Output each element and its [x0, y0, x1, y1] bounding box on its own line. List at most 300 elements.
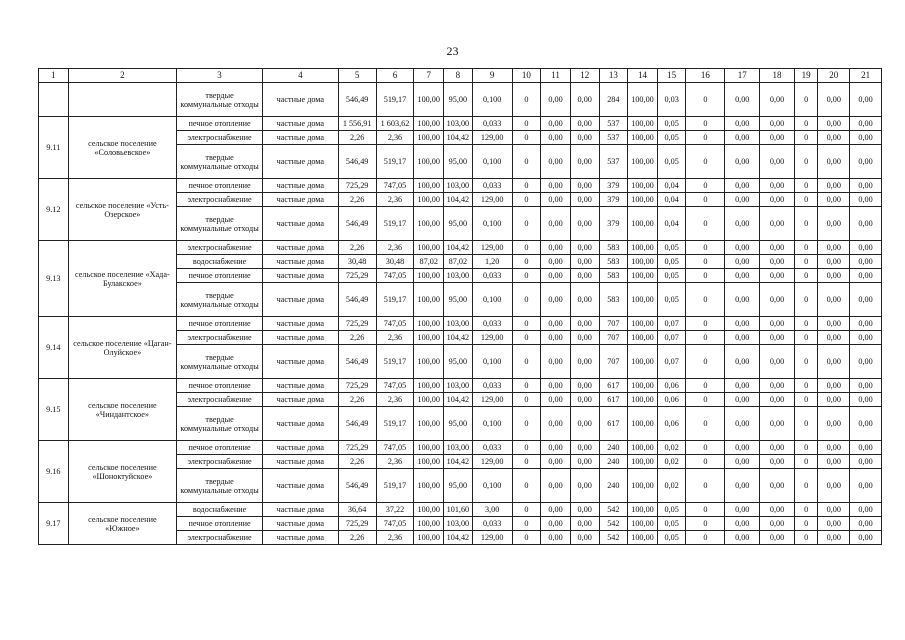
value-cell: 2,26 — [338, 455, 376, 469]
value-cell: 0 — [686, 441, 725, 455]
value-cell: 0,00 — [818, 469, 850, 503]
settlement-name-cell: сельское поселение «Соловьевское» — [68, 117, 176, 179]
value-cell: 104,42 — [444, 531, 473, 545]
value-cell: 100,00 — [414, 145, 444, 179]
table-row — [39, 117, 882, 131]
value-cell: 0,00 — [570, 179, 599, 193]
value-cell: 100,00 — [414, 455, 444, 469]
table-body — [39, 69, 882, 545]
value-cell: 0,00 — [850, 317, 882, 331]
value-cell: 0,033 — [472, 179, 512, 193]
housing-type-cell: частные дома — [263, 207, 339, 241]
value-cell: 0,00 — [760, 517, 795, 531]
housing-type-cell: частные дома — [263, 503, 339, 517]
housing-type-cell: частные дома — [263, 517, 339, 531]
value-cell: 0,00 — [850, 503, 882, 517]
value-cell: 0 — [794, 179, 818, 193]
value-cell: 100,00 — [414, 441, 444, 455]
value-cell: 617 — [599, 393, 628, 407]
value-cell: 0 — [794, 241, 818, 255]
value-cell: 101,60 — [444, 503, 473, 517]
value-cell: 0,00 — [541, 283, 571, 317]
value-cell: 0 — [512, 255, 541, 269]
value-cell: 0,00 — [541, 503, 571, 517]
value-cell: 100,00 — [414, 83, 444, 117]
value-cell: 2,36 — [376, 531, 414, 545]
column-header: 21 — [850, 69, 882, 83]
value-cell: 546,49 — [338, 345, 376, 379]
value-cell: 0,00 — [850, 469, 882, 503]
value-cell: 30,48 — [338, 255, 376, 269]
value-cell: 30,48 — [376, 255, 414, 269]
value-cell: 0,04 — [657, 193, 686, 207]
value-cell: 240 — [599, 441, 628, 455]
column-header: 7 — [414, 69, 444, 83]
value-cell: 0,00 — [725, 179, 760, 193]
value-cell: 0,00 — [570, 331, 599, 345]
value-cell: 0 — [512, 131, 541, 145]
value-cell: 0,00 — [725, 379, 760, 393]
value-cell: 0 — [686, 83, 725, 117]
value-cell: 100,00 — [414, 269, 444, 283]
value-cell: 0,033 — [472, 317, 512, 331]
value-cell: 0,00 — [570, 503, 599, 517]
value-cell: 546,49 — [338, 207, 376, 241]
value-cell: 725,29 — [338, 517, 376, 531]
value-cell: 100,00 — [414, 469, 444, 503]
supply-type-cell: твердые коммунальные отходы — [177, 145, 263, 179]
value-cell: 0,00 — [818, 393, 850, 407]
supply-type-cell: электроснабжение — [177, 193, 263, 207]
value-cell: 0,00 — [570, 379, 599, 393]
supply-type-cell: электроснабжение — [177, 131, 263, 145]
value-cell: 379 — [599, 179, 628, 193]
value-cell: 0,100 — [472, 283, 512, 317]
value-cell: 0,00 — [818, 455, 850, 469]
supply-type-cell: твердые коммунальные отходы — [177, 407, 263, 441]
column-header: 15 — [657, 69, 686, 83]
value-cell: 0,00 — [818, 269, 850, 283]
value-cell: 0 — [512, 117, 541, 131]
row-number-cell: 9.11 — [39, 117, 69, 179]
value-cell: 0,00 — [570, 317, 599, 331]
value-cell: 519,17 — [376, 283, 414, 317]
value-cell: 0,00 — [760, 469, 795, 503]
housing-type-cell: частные дома — [263, 283, 339, 317]
value-cell: 0,00 — [541, 441, 571, 455]
value-cell: 87,02 — [444, 255, 473, 269]
value-cell: 0,00 — [818, 145, 850, 179]
value-cell: 2,36 — [376, 331, 414, 345]
value-cell: 725,29 — [338, 269, 376, 283]
value-cell: 0,00 — [725, 441, 760, 455]
value-cell: 0,00 — [541, 241, 571, 255]
value-cell: 0 — [794, 393, 818, 407]
supply-type-cell: водоснабжение — [177, 503, 263, 517]
supply-type-cell: твердые коммунальные отходы — [177, 283, 263, 317]
value-cell: 0,00 — [725, 517, 760, 531]
value-cell: 104,42 — [444, 131, 473, 145]
value-cell: 240 — [599, 469, 628, 503]
value-cell: 100,00 — [628, 269, 658, 283]
value-cell: 0,00 — [760, 407, 795, 441]
supply-type-cell: электроснабжение — [177, 241, 263, 255]
value-cell: 0 — [512, 531, 541, 545]
value-cell: 0 — [794, 255, 818, 269]
value-cell: 0,00 — [541, 393, 571, 407]
value-cell: 0,00 — [850, 345, 882, 379]
value-cell: 0,00 — [818, 517, 850, 531]
table-row — [39, 441, 882, 455]
value-cell: 2,26 — [338, 131, 376, 145]
value-cell: 0,100 — [472, 83, 512, 117]
settlement-name-cell: сельское поселение «Южное» — [68, 503, 176, 545]
column-header: 14 — [628, 69, 658, 83]
value-cell: 0,00 — [725, 455, 760, 469]
value-cell: 0 — [794, 145, 818, 179]
value-cell: 0,00 — [541, 517, 571, 531]
value-cell: 100,00 — [628, 345, 658, 379]
value-cell: 519,17 — [376, 207, 414, 241]
value-cell: 0,00 — [760, 503, 795, 517]
housing-type-cell: частные дома — [263, 331, 339, 345]
value-cell: 2,36 — [376, 455, 414, 469]
value-cell: 100,00 — [628, 379, 658, 393]
supply-type-cell: твердые коммунальные отходы — [177, 207, 263, 241]
supply-type-cell: печное отопление — [177, 441, 263, 455]
value-cell: 0,100 — [472, 469, 512, 503]
supply-type-cell: печное отопление — [177, 269, 263, 283]
column-header: 17 — [725, 69, 760, 83]
housing-type-cell: частные дома — [263, 269, 339, 283]
value-cell: 0,00 — [725, 255, 760, 269]
row-number-cell: 9.12 — [39, 179, 69, 241]
value-cell: 0,00 — [850, 441, 882, 455]
value-cell: 0,00 — [570, 469, 599, 503]
value-cell: 542 — [599, 517, 628, 531]
value-cell: 0 — [686, 345, 725, 379]
housing-type-cell: частные дома — [263, 317, 339, 331]
settlement-name-cell — [68, 83, 176, 117]
value-cell: 0,00 — [541, 379, 571, 393]
value-cell: 0,07 — [657, 345, 686, 379]
value-cell: 519,17 — [376, 145, 414, 179]
value-cell: 0,05 — [657, 531, 686, 545]
value-cell: 129,00 — [472, 131, 512, 145]
value-cell: 0,00 — [818, 179, 850, 193]
value-cell: 0,00 — [541, 331, 571, 345]
value-cell: 0 — [794, 517, 818, 531]
value-cell: 0,00 — [850, 179, 882, 193]
value-cell: 583 — [599, 255, 628, 269]
value-cell: 0,00 — [760, 179, 795, 193]
value-cell: 0,100 — [472, 407, 512, 441]
value-cell: 0,00 — [818, 117, 850, 131]
value-cell: 537 — [599, 117, 628, 131]
value-cell: 0,00 — [818, 255, 850, 269]
table-row — [39, 241, 882, 255]
value-cell: 104,42 — [444, 193, 473, 207]
value-cell: 0 — [794, 331, 818, 345]
value-cell: 103,00 — [444, 269, 473, 283]
value-cell: 0 — [794, 455, 818, 469]
value-cell: 0,00 — [541, 455, 571, 469]
table-row — [39, 379, 882, 393]
value-cell: 0 — [686, 207, 725, 241]
column-header: 10 — [512, 69, 541, 83]
value-cell: 100,00 — [628, 255, 658, 269]
value-cell: 0,00 — [818, 441, 850, 455]
value-cell: 0,02 — [657, 455, 686, 469]
value-cell: 0,00 — [725, 83, 760, 117]
value-cell: 0 — [512, 317, 541, 331]
value-cell: 0 — [794, 503, 818, 517]
value-cell: 100,00 — [414, 379, 444, 393]
value-cell: 747,05 — [376, 269, 414, 283]
value-cell: 0 — [686, 469, 725, 503]
value-cell: 747,05 — [376, 379, 414, 393]
value-cell: 0,00 — [760, 393, 795, 407]
value-cell: 0 — [512, 517, 541, 531]
value-cell: 0,00 — [570, 207, 599, 241]
supply-type-cell: твердые коммунальные отходы — [177, 469, 263, 503]
value-cell: 519,17 — [376, 83, 414, 117]
value-cell: 0,04 — [657, 207, 686, 241]
value-cell: 0,00 — [541, 117, 571, 131]
value-cell: 546,49 — [338, 407, 376, 441]
value-cell: 0,00 — [850, 145, 882, 179]
value-cell: 2,36 — [376, 393, 414, 407]
supply-type-cell: водоснабжение — [177, 255, 263, 269]
value-cell: 0,00 — [760, 441, 795, 455]
value-cell: 103,00 — [444, 117, 473, 131]
value-cell: 725,29 — [338, 379, 376, 393]
value-cell: 100,00 — [414, 517, 444, 531]
value-cell: 240 — [599, 455, 628, 469]
value-cell: 0,00 — [570, 193, 599, 207]
value-cell: 2,26 — [338, 331, 376, 345]
value-cell: 100,00 — [628, 83, 658, 117]
value-cell: 0,00 — [570, 269, 599, 283]
value-cell: 0,00 — [570, 241, 599, 255]
value-cell: 0,00 — [760, 269, 795, 283]
value-cell: 583 — [599, 269, 628, 283]
value-cell: 2,26 — [338, 393, 376, 407]
value-cell: 0,05 — [657, 255, 686, 269]
value-cell: 707 — [599, 331, 628, 345]
supply-type-cell: печное отопление — [177, 317, 263, 331]
value-cell: 100,00 — [628, 241, 658, 255]
value-cell: 129,00 — [472, 455, 512, 469]
value-cell: 0,00 — [818, 317, 850, 331]
value-cell: 104,42 — [444, 393, 473, 407]
housing-type-cell: частные дома — [263, 393, 339, 407]
column-header: 13 — [599, 69, 628, 83]
value-cell: 0 — [686, 379, 725, 393]
row-number-cell: 9.13 — [39, 241, 69, 317]
value-cell: 0 — [794, 531, 818, 545]
value-cell: 0,00 — [570, 145, 599, 179]
value-cell: 0,00 — [725, 317, 760, 331]
value-cell: 0 — [686, 241, 725, 255]
value-cell: 100,00 — [628, 179, 658, 193]
value-cell: 537 — [599, 131, 628, 145]
value-cell: 747,05 — [376, 317, 414, 331]
value-cell: 0 — [512, 145, 541, 179]
column-header: 16 — [686, 69, 725, 83]
row-number-cell: 9.17 — [39, 503, 69, 545]
value-cell: 0,00 — [570, 283, 599, 317]
value-cell: 0,00 — [725, 407, 760, 441]
value-cell: 103,00 — [444, 517, 473, 531]
value-cell: 0 — [686, 407, 725, 441]
value-cell: 0,00 — [760, 317, 795, 331]
value-cell: 100,00 — [414, 531, 444, 545]
housing-type-cell: частные дома — [263, 531, 339, 545]
value-cell: 0,00 — [541, 345, 571, 379]
value-cell: 100,00 — [414, 131, 444, 145]
value-cell: 129,00 — [472, 241, 512, 255]
value-cell: 0 — [512, 241, 541, 255]
value-cell: 100,00 — [414, 317, 444, 331]
column-header: 12 — [570, 69, 599, 83]
supply-type-cell: печное отопление — [177, 517, 263, 531]
value-cell: 0 — [686, 145, 725, 179]
value-cell: 0,00 — [850, 131, 882, 145]
value-cell: 0,00 — [725, 207, 760, 241]
housing-type-cell: частные дома — [263, 345, 339, 379]
value-cell: 0,00 — [760, 241, 795, 255]
value-cell: 747,05 — [376, 179, 414, 193]
value-cell: 0 — [512, 83, 541, 117]
value-cell: 0,00 — [850, 531, 882, 545]
value-cell: 2,26 — [338, 241, 376, 255]
value-cell: 583 — [599, 241, 628, 255]
value-cell: 0,00 — [818, 283, 850, 317]
column-header: 5 — [338, 69, 376, 83]
value-cell: 0 — [686, 455, 725, 469]
value-cell: 0,100 — [472, 345, 512, 379]
value-cell: 0,033 — [472, 517, 512, 531]
value-cell: 546,49 — [338, 145, 376, 179]
value-cell: 0 — [512, 503, 541, 517]
value-cell: 103,00 — [444, 317, 473, 331]
value-cell: 103,00 — [444, 441, 473, 455]
value-cell: 0,00 — [850, 83, 882, 117]
header-row — [39, 69, 882, 83]
value-cell: 95,00 — [444, 345, 473, 379]
value-cell: 0,00 — [570, 455, 599, 469]
value-cell: 0,00 — [725, 193, 760, 207]
housing-type-cell: частные дома — [263, 441, 339, 455]
value-cell: 104,42 — [444, 241, 473, 255]
value-cell: 519,17 — [376, 345, 414, 379]
table-row — [39, 317, 882, 331]
value-cell: 129,00 — [472, 393, 512, 407]
column-header: 11 — [541, 69, 571, 83]
value-cell: 0,07 — [657, 331, 686, 345]
value-cell: 0,00 — [818, 345, 850, 379]
value-cell: 0 — [794, 469, 818, 503]
value-cell: 0,00 — [850, 207, 882, 241]
value-cell: 0,00 — [725, 145, 760, 179]
value-cell: 37,22 — [376, 503, 414, 517]
row-number-cell — [39, 83, 69, 117]
value-cell: 0,00 — [760, 255, 795, 269]
value-cell: 707 — [599, 317, 628, 331]
value-cell: 0 — [512, 179, 541, 193]
value-cell: 0 — [512, 379, 541, 393]
value-cell: 0 — [794, 407, 818, 441]
value-cell: 0,00 — [725, 503, 760, 517]
value-cell: 100,00 — [628, 441, 658, 455]
value-cell: 100,00 — [414, 345, 444, 379]
value-cell: 2,26 — [338, 531, 376, 545]
value-cell: 519,17 — [376, 469, 414, 503]
value-cell: 725,29 — [338, 179, 376, 193]
value-cell: 0,00 — [818, 83, 850, 117]
value-cell: 1,20 — [472, 255, 512, 269]
value-cell: 100,00 — [628, 331, 658, 345]
value-cell: 100,00 — [628, 503, 658, 517]
value-cell: 0,06 — [657, 379, 686, 393]
value-cell: 129,00 — [472, 531, 512, 545]
value-cell: 2,36 — [376, 131, 414, 145]
value-cell: 0,00 — [818, 407, 850, 441]
value-cell: 0,100 — [472, 207, 512, 241]
housing-type-cell: частные дома — [263, 179, 339, 193]
value-cell: 0,00 — [760, 345, 795, 379]
value-cell: 104,42 — [444, 331, 473, 345]
supply-type-cell: электроснабжение — [177, 531, 263, 545]
settlement-name-cell: сельское поселение «Чиндантское» — [68, 379, 176, 441]
value-cell: 0 — [686, 269, 725, 283]
value-cell: 0,00 — [570, 517, 599, 531]
value-cell: 0,07 — [657, 317, 686, 331]
value-cell: 0 — [686, 283, 725, 317]
column-header: 18 — [760, 69, 795, 83]
supply-type-cell: электроснабжение — [177, 455, 263, 469]
column-header: 8 — [444, 69, 473, 83]
value-cell: 0,00 — [850, 379, 882, 393]
value-cell: 0,00 — [725, 531, 760, 545]
value-cell: 0,00 — [541, 83, 571, 117]
value-cell: 0 — [686, 331, 725, 345]
value-cell: 0,00 — [725, 117, 760, 131]
value-cell: 2,36 — [376, 193, 414, 207]
housing-type-cell: частные дома — [263, 131, 339, 145]
value-cell: 0 — [794, 441, 818, 455]
value-cell: 0,00 — [725, 345, 760, 379]
value-cell: 100,00 — [628, 455, 658, 469]
value-cell: 0,06 — [657, 407, 686, 441]
value-cell: 0,00 — [541, 255, 571, 269]
value-cell: 0,03 — [657, 83, 686, 117]
value-cell: 0,00 — [818, 503, 850, 517]
value-cell: 0,00 — [850, 117, 882, 131]
value-cell: 100,00 — [628, 145, 658, 179]
value-cell: 0,05 — [657, 269, 686, 283]
value-cell: 100,00 — [414, 207, 444, 241]
value-cell: 0,02 — [657, 441, 686, 455]
value-cell: 0,00 — [541, 531, 571, 545]
value-cell: 0,00 — [541, 179, 571, 193]
value-cell: 0,05 — [657, 503, 686, 517]
value-cell: 0,04 — [657, 179, 686, 193]
column-header: 6 — [376, 69, 414, 83]
value-cell: 0,05 — [657, 131, 686, 145]
value-cell: 0,00 — [541, 317, 571, 331]
